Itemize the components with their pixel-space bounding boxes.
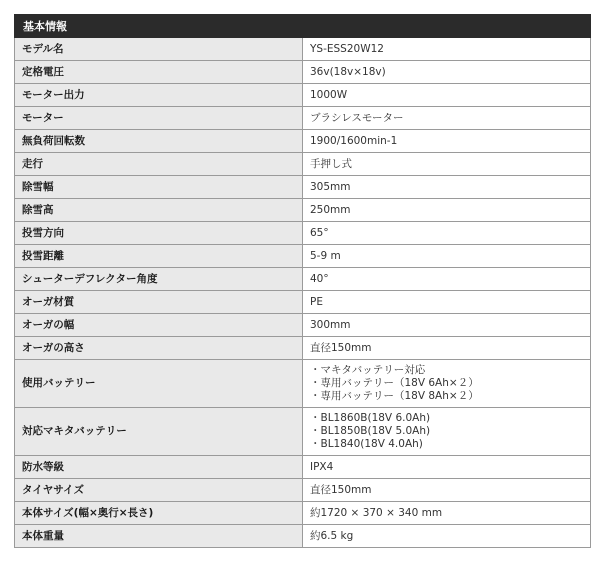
row-label: 投雪距離 (15, 245, 303, 268)
table-caption: 基本情報 (15, 15, 591, 38)
list-item: ・マキタバッテリー対応 (310, 364, 426, 376)
row-value: PE (303, 291, 591, 314)
table-row-auger-height (15, 337, 591, 360)
row-label: モーター出力 (15, 84, 303, 107)
row-value: 250mm (303, 199, 591, 222)
table-row-body-size (15, 502, 591, 525)
table-row-throw-direction (15, 222, 591, 245)
table-row-model (15, 38, 591, 61)
row-value: IPX4 (303, 456, 591, 479)
row-label: 防水等級 (15, 456, 303, 479)
row-value: 65° (303, 222, 591, 245)
list-item: ・専用バッテリー（18V 6Ah×２） (310, 377, 479, 389)
row-label: 無負荷回転数 (15, 130, 303, 153)
table-header-row (15, 15, 591, 38)
row-value: 36v(18v×18v) (303, 61, 591, 84)
table-row-motor-output (15, 84, 591, 107)
row-label: シューターデフレクター角度 (15, 268, 303, 291)
row-value: 5-9 m (303, 245, 591, 268)
table-row-auger-material (15, 291, 591, 314)
table-row-no-load-speed (15, 130, 591, 153)
row-label: 本体重量 (15, 525, 303, 548)
row-value: 直径150mm (303, 337, 591, 360)
row-value: ブラシレスモーター (303, 107, 591, 130)
table-row-battery (15, 360, 591, 408)
table-row-deflector-angle (15, 268, 591, 291)
list-item: ・BL1850B(18V 5.0Ah) (310, 425, 431, 437)
list-item: ・専用バッテリー（18V 8Ah×２） (310, 390, 479, 402)
row-label: タイヤサイズ (15, 479, 303, 502)
row-value: 1000W (303, 84, 591, 107)
row-label: オーガ材質 (15, 291, 303, 314)
table-row-makita-battery (15, 408, 591, 456)
table-row-body-weight (15, 525, 591, 548)
table-row-waterproof (15, 456, 591, 479)
table-row-tire-size (15, 479, 591, 502)
row-label: 定格電圧 (15, 61, 303, 84)
row-label: 走行 (15, 153, 303, 176)
row-value: YS-ESS20W12 (303, 38, 591, 61)
row-value: 約6.5 kg (303, 525, 591, 548)
row-label: 除雪高 (15, 199, 303, 222)
row-value: 手押し式 (303, 153, 591, 176)
row-label: 投雪方向 (15, 222, 303, 245)
row-label: 除雪幅 (15, 176, 303, 199)
row-label: 使用バッテリー (15, 360, 303, 408)
table-row-rated-voltage (15, 61, 591, 84)
row-value: 305mm (303, 176, 591, 199)
table-row-auger-width (15, 314, 591, 337)
row-value-list (303, 408, 591, 456)
table-row-clearing-height (15, 199, 591, 222)
row-value-list (303, 360, 591, 408)
row-value: 約1720 × 370 × 340 mm (303, 502, 591, 525)
row-value: 300mm (303, 314, 591, 337)
list-item: ・BL1860B(18V 6.0Ah) (310, 412, 431, 424)
row-label: オーガの高さ (15, 337, 303, 360)
row-label: モデル名 (15, 38, 303, 61)
table-row-throw-distance (15, 245, 591, 268)
list-item: ・BL1840(18V 4.0Ah) (310, 438, 423, 450)
table-row-clearing-width (15, 176, 591, 199)
row-label: モーター (15, 107, 303, 130)
row-value: 直径150mm (303, 479, 591, 502)
spec-table (14, 14, 591, 548)
row-value: 1900/1600min-1 (303, 130, 591, 153)
table-row-motor (15, 107, 591, 130)
row-label: 本体サイズ(幅×奥行×長さ) (15, 502, 303, 525)
spec-table-container (14, 14, 591, 548)
row-value: 40° (303, 268, 591, 291)
table-row-drive (15, 153, 591, 176)
row-label: 対応マキタバッテリー (15, 408, 303, 456)
row-label: オーガの幅 (15, 314, 303, 337)
